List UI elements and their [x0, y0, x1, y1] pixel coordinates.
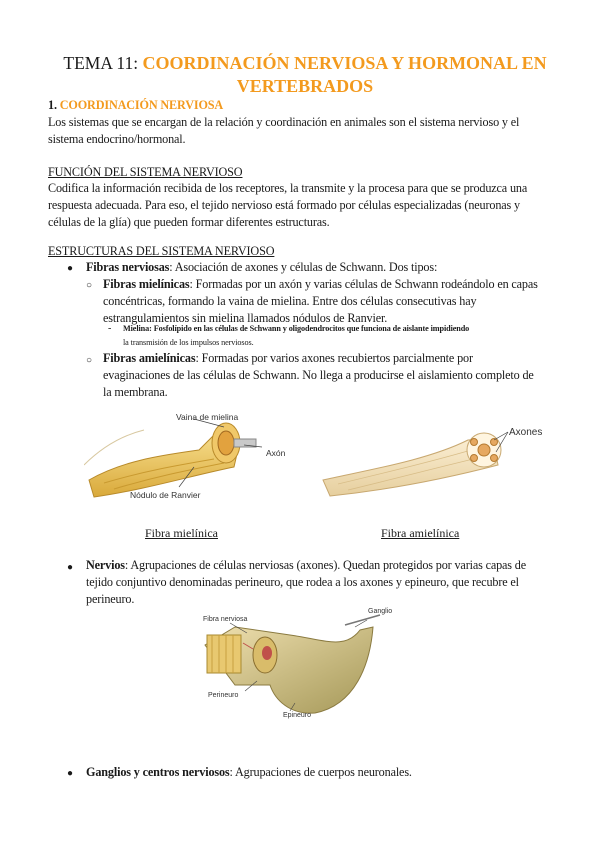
mielina-note [123, 322, 543, 350]
fibras-mielinicas-item [103, 276, 553, 328]
text-line: Codifica la información recibida de los receptores, la transmite y la procesa para que se produzca una [48, 181, 528, 195]
circle-bullet-icon: ○ [86, 355, 93, 366]
section-heading [48, 97, 553, 114]
text: : Formadas por un axón y varias células de Schwann rodeándolo en capas [189, 277, 538, 291]
fibras-amielinicas-item [103, 350, 553, 402]
term: Ganglios y centros nerviosos [86, 765, 230, 779]
label-vaina: Vaina de mielina [176, 412, 239, 422]
text-line: sistema endocrino/hormonal. [48, 132, 186, 147]
caption-fibra-amielinica: Fibra amielínica [381, 526, 460, 540]
text-line: Mielina: Fosfolípido en las células de Schwann y oligodendrocitos que funciona de aislante impidiendo [123, 324, 470, 333]
text: : Agrupaciones de células nerviosas (axones). Quedan protegidos por varias capas de [124, 558, 527, 572]
title-main-line2: VERTEBRADOS [236, 76, 374, 96]
title-main-line1: COORDINACIÓN NERVIOSA Y HORMONAL EN [142, 53, 547, 73]
term: Fibras amielínicas [103, 351, 196, 365]
fibras-nerviosas-item [86, 259, 556, 276]
text-line: la membrana. [103, 385, 168, 400]
bullet-icon: ● [67, 562, 74, 573]
text-line: estrangulamientos sin mielina llamados nódulos de Ranvier. [103, 311, 388, 326]
label-nodulo: Nódulo de Ranvier [130, 490, 201, 500]
section1-paragraph [48, 114, 553, 148]
bullet-icon: ● [67, 263, 74, 274]
section-number: 1. [48, 98, 60, 112]
text-line: la transmisión de los impulsos nerviosos. [123, 338, 254, 347]
term: Fibras mielínicas [103, 277, 190, 291]
title-prefix: TEMA 11: [63, 53, 143, 73]
term: Nervios [86, 558, 125, 572]
label-perineuro: Perineuro [208, 692, 239, 699]
bullet-icon: ● [67, 768, 74, 779]
text: : Agrupaciones de cuerpos neuronales. [229, 765, 412, 779]
text-line: Los sistemas que se encargan de la relación y coordinación en animales son el sistema nervioso y el [48, 115, 520, 129]
unmyelinated-fiber-illustration [318, 410, 548, 505]
page-title [40, 52, 570, 98]
label-ganglio: Ganglio [368, 608, 393, 615]
nervios-item [86, 557, 556, 609]
text: : Formadas por varios axones recubiertos parcialmente por [195, 351, 473, 365]
funcion-heading: FUNCIÓN DEL SISTEMA NERVIOSO [48, 165, 243, 179]
text-line: tejido conjuntivo denominadas perineuro, que rodea a los axones y epineuro, que recubre el [86, 575, 519, 590]
text-line: células de la glía) que pueden formar diferentes estructuras. [48, 215, 330, 230]
term: Fibras nerviosas [86, 260, 170, 274]
text-line: concéntricas, formando la vaina de mielina. Entre dos células consecutivas hay [103, 294, 477, 309]
text: : Asociación de axones y células de Schwann. Dos tipos: [169, 260, 438, 274]
section-title: COORDINACIÓN NERVIOSA [59, 98, 224, 112]
text-line: evaginaciones de las células de Schwann. No llega a producirse el aislamiento completo de [103, 368, 534, 383]
label-axones: Axones [509, 427, 543, 438]
label-fibra-nerviosa: Fibra nerviosa [203, 616, 248, 623]
text-line: respuesta adecuada. Para eso, el tejido nervioso está formado por células especializadas (neuronas y [48, 198, 520, 213]
ganglios-item [86, 764, 556, 781]
label-epineuro: Epineuro [283, 712, 312, 719]
circle-bullet-icon: ○ [86, 280, 93, 291]
estructuras-heading: ESTRUCTURAS DEL SISTEMA NERVIOSO [48, 244, 275, 258]
funcion-paragraph [48, 180, 553, 232]
caption-fibra-mielinica: Fibra mielínica [145, 526, 218, 540]
text-line: perineuro. [86, 592, 135, 607]
label-axon: Axón [266, 448, 286, 458]
dash-bullet-icon: - [108, 323, 112, 334]
